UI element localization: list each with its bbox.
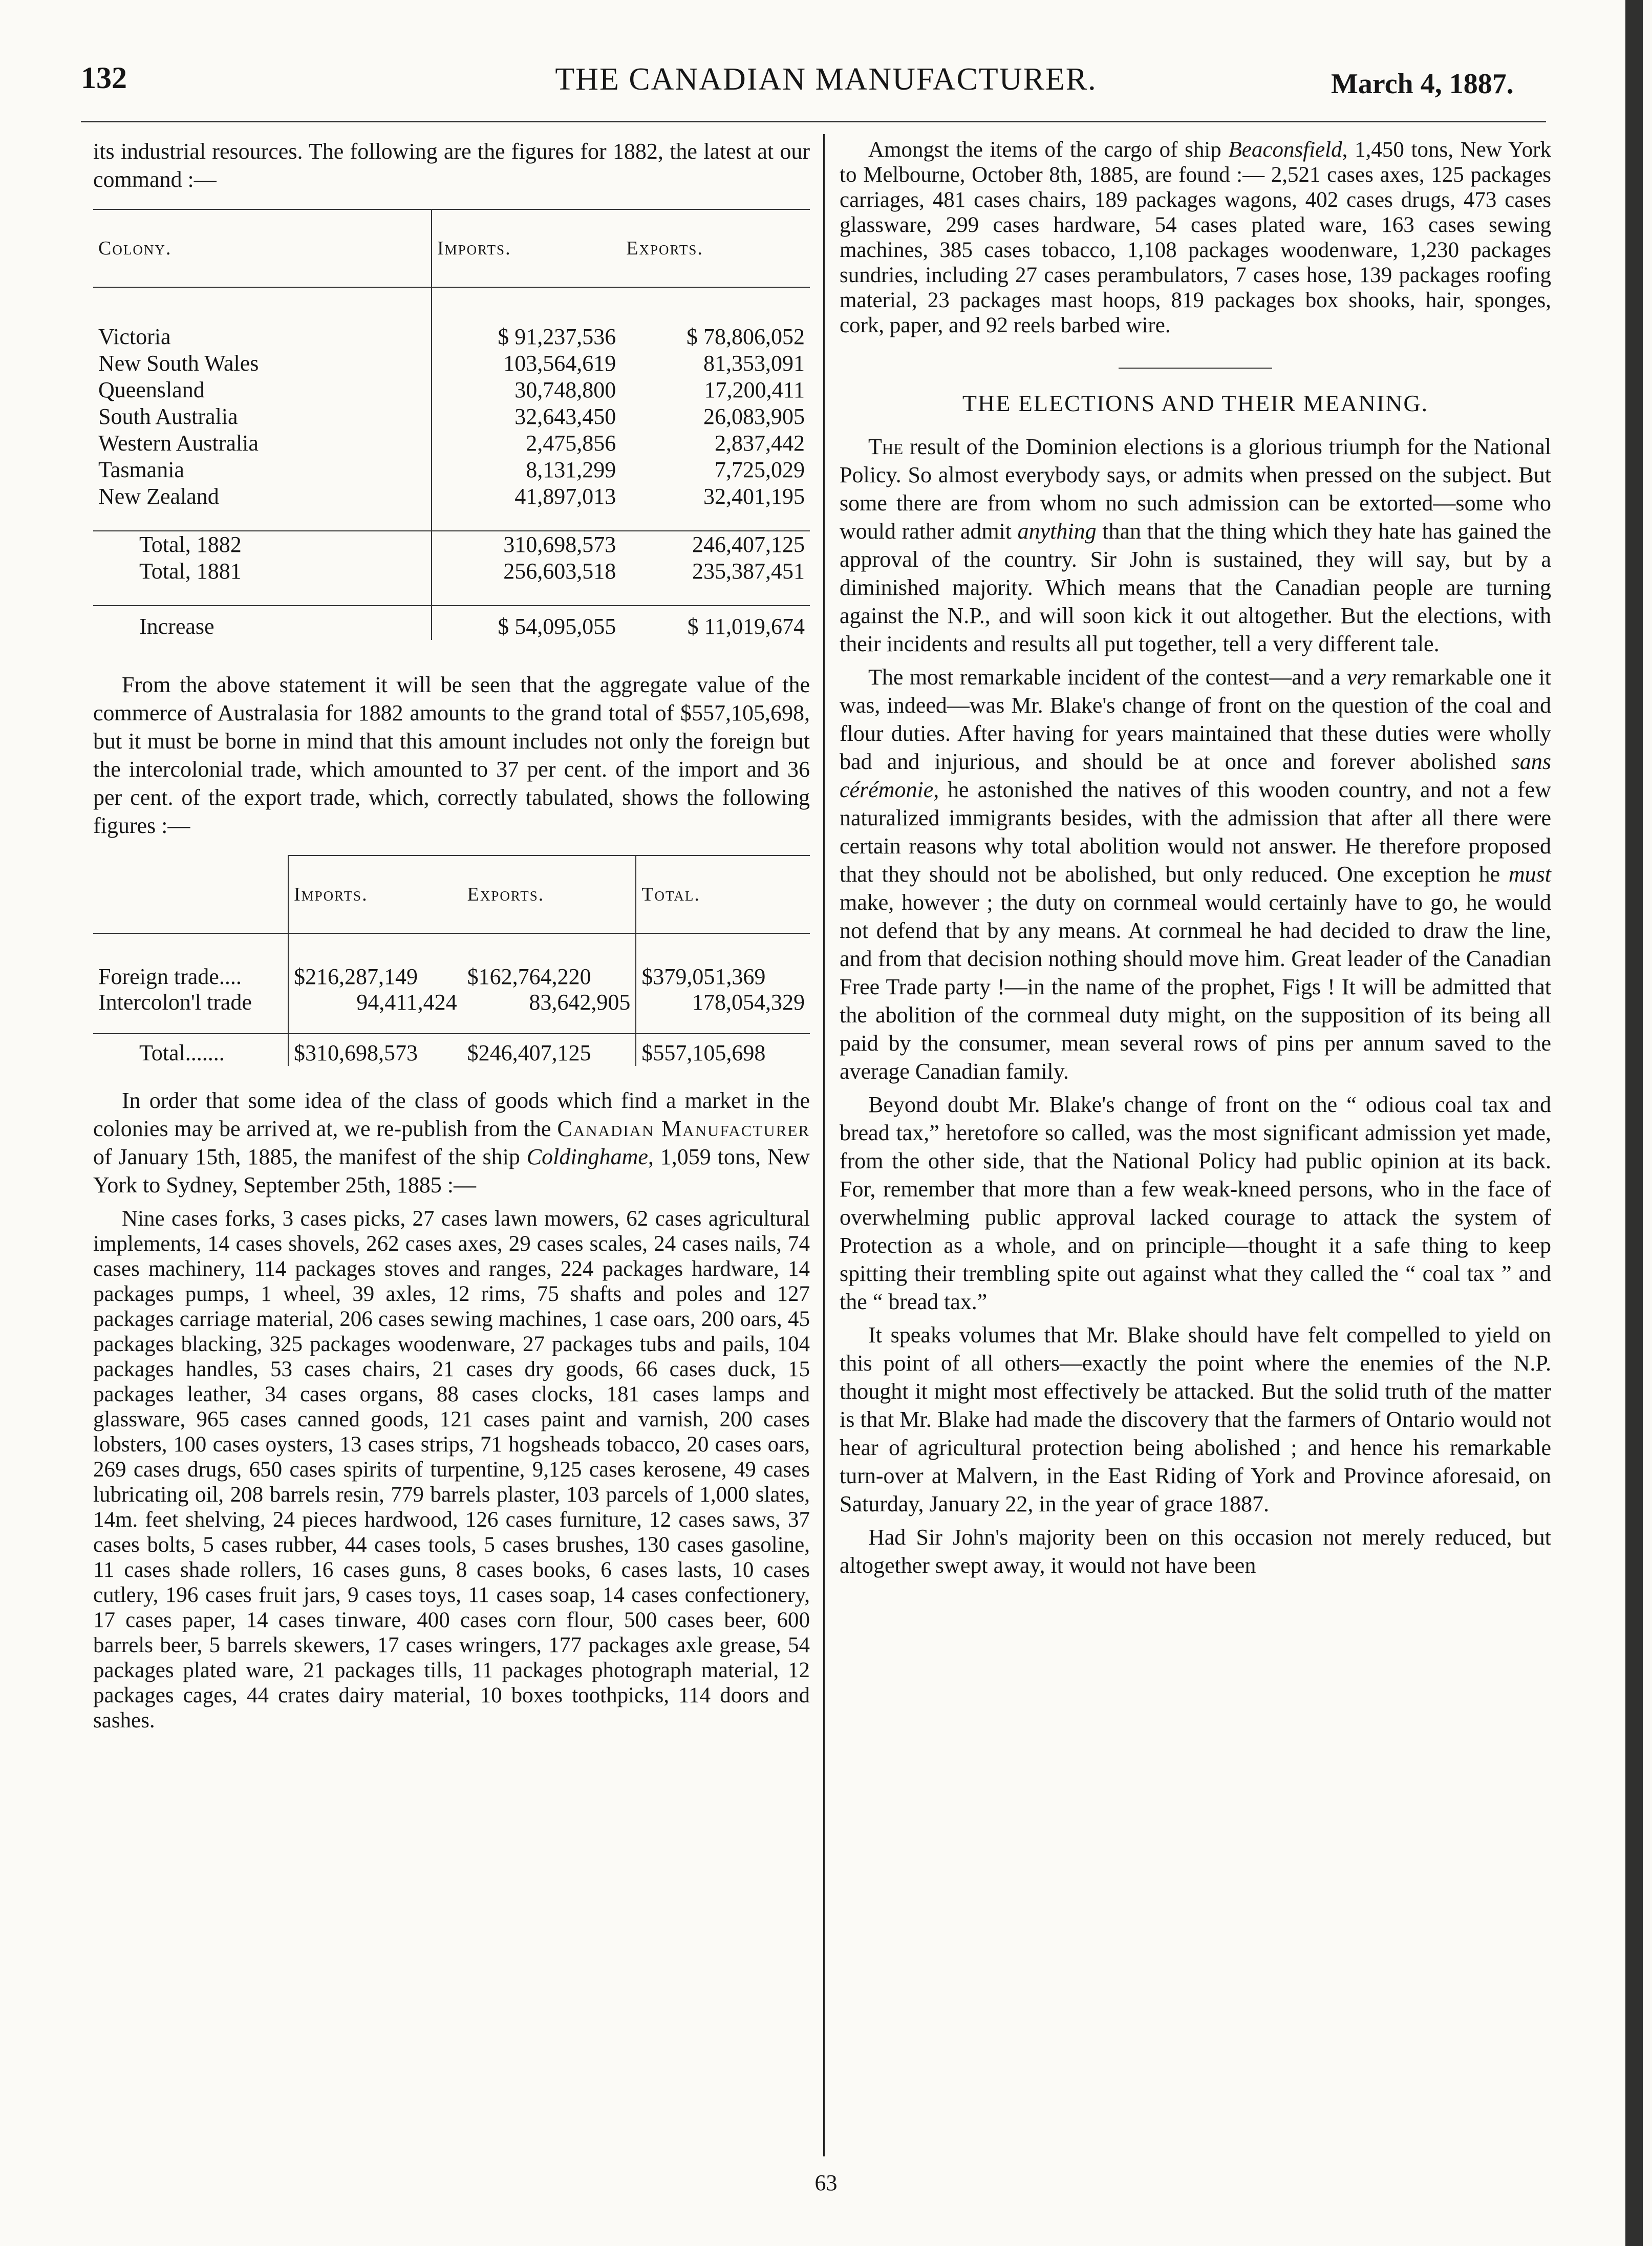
colony-name: Victoria [98,324,171,349]
table-row [93,990,810,1015]
manifest-intro-paragraph [93,1086,810,1199]
total-row [93,1034,810,1066]
emphasis: very [1347,665,1386,690]
column-divider [823,134,825,2156]
total-imports: $310,698,573 [288,1034,462,1066]
page-number: 132 [81,61,127,95]
text-run: remarkable one it was, indeed—was Mr. Blake's change of front on the question of the coal and flour duties. After having for years maintained that these duties were wholly bad and injurious, and should be at once and forever abolished [840,665,1552,774]
col-header-imports: Imports. [288,855,462,933]
increase-row [93,606,810,640]
table-row [93,324,810,350]
col-header-exports: Exports. [621,209,810,287]
beaconsfield-paragraph [840,137,1551,338]
imports-value: 94,411,424 [288,990,462,1015]
imports-value: 2,475,856 [432,430,621,457]
total-exports: 235,387,451 [692,559,805,584]
colony-name: South Australia [98,404,238,429]
colony-name: Queensland [98,377,205,402]
folio-number: 63 [814,2170,838,2195]
imports-value: 103,564,619 [432,350,621,377]
beaconsfield-cargo-list: 2,521 cases axes, 125 packages carriages, 481 cases chairs, 189 packages wagons, 402 cases drugs, 473 cases glassware, 299 cases hardware, 54 cases plated ware, 163 cases sewing machines, 385 cases tobacco, 1,108 packages woodenware, 1,230 packages sundries, including 27 cases perambulators, 7 cases hose, 139 packages roofing material, 23 packages mast hoops, 819 packages box shooks, hair, sponges, cork, paper, and 92 reels barbed wire. [840,163,1552,337]
article-paragraph-4: It speaks volumes that Mr. Blake should have felt compelled to yield on this point of all others—exactly the point where the enemies of the N.P. thought it might most effectively be attacked. But the solid truth of the matter is that Mr. Blake had made the discovery that the farmers of Ontario would not hear of agricultural protection being abolished ; and hence his remarkable turn-over at Malvern, in the East Riding of York and Province aforesaid, on Saturday, January 22, in the year of grace 1887. [840,1322,1551,1516]
text-run: In order that some idea of the class of goods which find a market in the colonies may be arrived at, we re-publish from the [93,1088,810,1141]
colony-name: Western Australia [98,431,259,456]
total-imports: 256,603,518 [432,558,621,585]
total-value: $379,051,369 [636,964,810,990]
coldinghame-cargo-list: Nine cases forks, 3 cases picks, 27 cases lawn mowers, 62 cases agricultural implements, 14 cases shovels, 262 cases axes, 29 cases scales, 24 cases nails, 74 cases machinery, 114 packages stoves and ranges, 224 packages hardware, 14 packages pumps, 1 wheel, 39 axles, 12 rims, 75 shafts and poles and 127 packages carriage material, 206 cases sewing machines, 1 case oars, 200 oars, 45 packages blacking, 325 packages woodenware, 27 packages tubs and pails, 104 packages handles, 53 cases chairs, 21 cases dry goods, 66 cases duck, 15 packages leather, 34 cases organs, 88 cases clocks, 181 cases lamps and glassware, 965 cases canned goods, 121 cases paint and varnish, 200 cases lobsters, 100 cases oysters, 13 cases strips, 71 hogsheads tobacco, 20 cases oars, 269 cases drugs, 650 cases spirits of turpentine, 9,125 cases kerosene, 49 cases lubricating oil, 208 barrels resin, 779 barrels plaster, 103 parcels of 1,000 slates, 14m. feet shelving, 24 pieces hardwood, 126 cases furniture, 12 cases saws, 37 cases bolts, 5 cases rubber, 44 cases tools, 5 cases brushes, 130 cases gasoline, 11 cases shade rollers, 16 cases guns, 8 cases books, 6 cases lasts, 10 cases cutlery, 196 cases fruit jars, 9 cases toys, 11 cases soap, 14 cases confectionery, 17 cases paper, 14 cases tinware, 400 cases corn flour, 500 cases beer, 600 barrels beer, 5 barrels skewers, 17 cases wringers, 177 packages axle grease, 54 packages plated ware, 21 packages tills, 11 packages photograph material, 12 packages cages, 44 crates dairy material, 10 boxes toothpicks, 114 doors and sashes. [93,1207,810,1732]
imports-value: 41,897,013 [432,483,621,510]
exports-value: 2,837,442 [715,431,805,456]
exports-value: 26,083,905 [703,404,805,429]
table-row [93,483,810,510]
imports-value: 8,131,299 [432,457,621,483]
table-row [93,457,810,483]
exports-value: 17,200,411 [704,377,805,402]
col-header-exports: Exports. [462,855,636,933]
section-divider [1119,368,1272,369]
exports-value: 81,353,091 [703,351,805,376]
total-label: Total, 1882 [93,531,432,558]
total-exports: $246,407,125 [462,1034,636,1066]
increase-imports: $ 54,095,055 [432,606,621,640]
exports-value: $162,764,220 [467,964,591,989]
table-row [93,964,810,990]
article-title: THE ELECTIONS AND THEIR MEANING. [962,390,1429,416]
exports-value: $ 78,806,052 [686,324,805,349]
table-row [93,430,810,457]
text-run: make, however ; the duty on cornmeal would certainly have to go, he would not defend that by any means. At cornmeal he had decided to draw the line, and from that decision nothing should move him. Great leader of the Canadian Free Trade party !—in the name of the prophet, Figs ! It will be admitted that the abolition of the cornmeal duty might, on the supposition of its being all paid by the consumer, mean several rows of pins per annum saved to the average Canadian family. [840,890,1551,1084]
article-paragraph-3: Beyond doubt Mr. Blake's change of front on the “ odious coal tax and bread tax,” heretofore so called, was the most significant admission yet made, from the other side, that the National Policy had public opinion at its back. For, remember that more than a few weak-kneed persons, who in the face of overwhelming public approval lacked courage to attack the system of Protection as a whole, and on principle—thought it a safe thing to keep spitting their trembling spite out against what they called the “ coal tax ” and the “ bread tax.” [840,1092,1551,1314]
trade-label: Intercolon'l trade [98,990,252,1015]
text-run: , 1,059 tons, New York to Sydney, September 25th, 1885 :— [93,1144,810,1197]
total-row [93,531,810,558]
imports-value: $ 91,237,536 [432,324,621,350]
col-header-imports: Imports. [432,209,621,287]
text-run: , he astonished the natives of this wooden country, and not a few naturalized immigrants besides, with the admission that after all there were certain reasons why total abolition would not answer. He therefore proposed that they should not be abolished, but only reduced. One exception he [840,777,1551,887]
table-row [93,377,810,403]
total-row [93,558,810,585]
col-header-blank [93,855,288,933]
total-imports: 310,698,573 [432,531,621,558]
ship-name: Coldinghame [526,1144,648,1169]
trade-breakdown-table [93,855,810,1066]
text-run: , 1,450 tons, New York to Melbourne, October 8th, 1885, are found :— [840,138,1552,187]
imports-value: $216,287,149 [288,964,462,990]
col-header-total: Total. [636,855,810,933]
table-row [93,403,810,430]
article-paragraph-1 [840,433,1551,658]
colony-name: New Zealand [98,484,219,509]
exports-value: 7,725,029 [715,457,805,482]
commerce-paragraph: From the above statement it will be seen that the aggregate value of the commerce of Australasia for 1882 amounts to the grand total of $557,105,698, but it must be borne in mind that this amount includes not only the foreign but the intercolonial trade, which amounted to 37 per cent. of the import and 36 per cent. of the export trade, which, correctly tabulated, shows the following figures :— [93,672,810,838]
total-value: 178,054,329 [636,990,810,1015]
emphasis: anything [1017,519,1097,544]
imports-value: 32,643,450 [432,403,621,430]
trade-label: Foreign trade.... [98,964,242,989]
right-column [840,137,1551,1585]
text-run: than that the thing which they hate has gained the approval of the country. Sir John is sustained, they will say, but by a diminished majority. Which means that the Canadian people are turning against the N.P., and will soon kick it out altogether. But the elections, with their incidents and results all put together, tell a very different tale. [840,519,1552,656]
article-paragraph-2 [840,663,1551,1085]
total-exports: 246,407,125 [621,531,810,558]
header-rule [81,121,1546,122]
colony-name: New South Wales [98,351,259,376]
page-edge-shadow [1625,0,1643,2246]
text-run: Amongst the items of the cargo of ship [868,138,1221,162]
text-run: of January 15th, 1885, the manifest of the ship [93,1144,520,1169]
text-run: result of the Dominion elections is a glorious triumph for the National Policy. So almost everybody says, or admits when pressed on the subject. But some there are from whom no such admission can be extorted—some who would rather admit [840,434,1551,544]
publication-name: Canadian Manufacturer [557,1116,810,1141]
emphasis: must [1508,862,1551,887]
exports-value: 32,401,195 [703,484,805,509]
grand-total: $557,105,698 [636,1034,810,1066]
lead-word: The [868,434,904,459]
emphasis: sans cérémonie [840,749,1552,802]
colony-name: Tasmania [98,457,184,482]
text-run: The most remarkable incident of the contest—and a [868,665,1341,690]
article-paragraph-5: Had Sir John's majority been on this occasion not merely reduced, but altogether swept away, it would not have been [840,1525,1551,1578]
ship-name: Beaconsfield [1228,138,1342,162]
colony-trade-table [93,209,810,640]
col-header-colony: Colony. [93,209,432,287]
total-label: Total, 1881 [139,559,242,584]
intro-paragraph: its industrial resources. The following are the figures for 1882, the latest at our command :— [93,139,810,192]
increase-exports: $ 11,019,674 [621,606,810,640]
increase-label: Increase [93,606,432,640]
masthead-title: THE CANADIAN MANUFACTURER. [555,62,1097,97]
exports-value: 83,642,905 [529,990,631,1015]
table-row [93,350,810,377]
total-label: Total....... [93,1034,288,1066]
issue-date: March 4, 1887. [1331,68,1514,100]
left-column [93,137,810,1733]
imports-value: 30,748,800 [432,377,621,403]
